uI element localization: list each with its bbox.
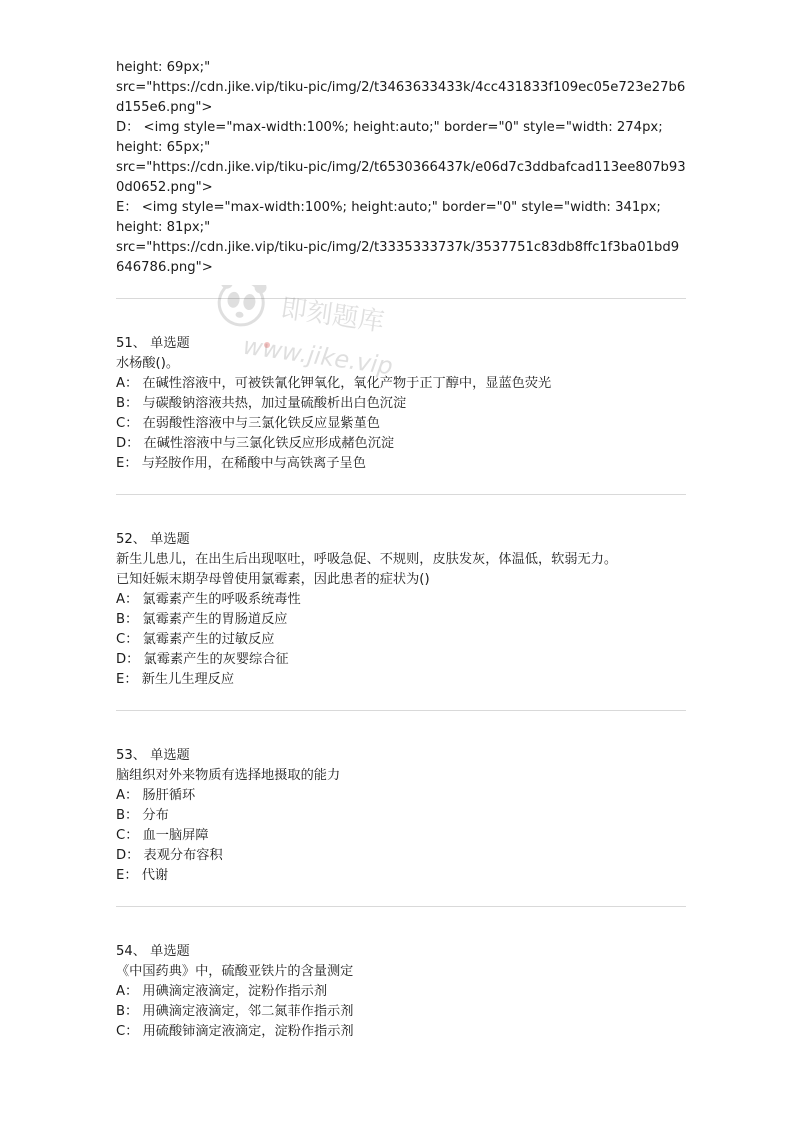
option-e: E： 新生儿生理反应 (116, 672, 235, 687)
question-header: 53、 单选题 (116, 748, 190, 763)
question-header: 51、 单选题 (116, 336, 190, 351)
intro-line: src="https://cdn.jike.vip/tiku-pic/img/2/t3335333737k/3537751c83db8ffc1f3ba01bd9 (116, 240, 680, 255)
watermark-text: 即刻题库 (278, 293, 386, 338)
option-d: D： 表观分布容积 (116, 848, 223, 863)
intro-line: d155e6.png"> (116, 100, 213, 115)
question-header: 54、 单选题 (116, 944, 190, 959)
intro-line: 646786.png"> (116, 260, 213, 275)
option-c: C： 在弱酸性溶液中与三氯化铁反应显紫堇色 (116, 416, 380, 431)
option-b: B： 氯霉素产生的胃肠道反应 (116, 612, 288, 627)
intro-line: D： <img style="max-width:100%; height:auto;" border="0" style="width: 274px; (116, 120, 663, 135)
option-e: E： 与羟胺作用，在稀酸中与高铁离子呈色 (116, 456, 366, 471)
option-a: A： 在碱性溶液中，可被铁氰化钾氧化，氧化产物于正丁醇中，显蓝色荧光 (116, 376, 552, 391)
option-a: A： 肠肝循环 (116, 788, 196, 803)
divider (116, 906, 686, 907)
option-c: C： 血一脑屏障 (116, 828, 209, 843)
document-page (116, 58, 686, 1042)
question-53 (116, 746, 686, 886)
question-51 (116, 331, 686, 474)
question-stem: 已知妊娠末期孕母曾使用氯霉素，因此患者的症状为() (116, 572, 430, 587)
option-a: A： 用碘滴定液滴定，淀粉作指示剂 (116, 984, 328, 999)
intro-line: height: 81px;" (116, 220, 211, 235)
question-stem: 《中国药典》中，硫酸亚铁片的含量测定 (116, 964, 354, 979)
option-b: B： 分布 (116, 808, 169, 823)
intro-line: src="https://cdn.jike.vip/tiku-pic/img/2/t3463633433k/4cc431833f109ec05e723e27b6 (116, 80, 686, 95)
option-c: C： 用硫酸铈滴定液滴定，淀粉作指示剂 (116, 1024, 354, 1039)
option-b: B： 用碘滴定液滴定，邻二氮菲作指示剂 (116, 1004, 354, 1019)
watermark-url: www.jike.vip (241, 331, 395, 381)
intro-line: height: 69px;" (116, 60, 211, 75)
intro-line: 0d0652.png"> (116, 180, 213, 195)
divider (116, 298, 686, 299)
intro-line: height: 65px;" (116, 140, 211, 155)
intro-line: src="https://cdn.jike.vip/tiku-pic/img/2/t6530366437k/e06d7c3ddbafcad113ee807b93 (116, 160, 686, 175)
option-b: B： 与碳酸钠溶液共热，加过量硫酸析出白色沉淀 (116, 396, 407, 411)
divider (116, 494, 686, 495)
intro-line: E： <img style="max-width:100%; height:auto;" border="0" style="width: 341px; (116, 200, 661, 215)
intro-block (116, 58, 686, 278)
divider (116, 710, 686, 711)
question-52 (116, 530, 686, 690)
question-54 (116, 942, 686, 1042)
question-stem: 脑组织对外来物质有选择地摄取的能力 (116, 768, 341, 783)
question-stem: 新生儿患儿，在出生后出现呕吐，呼吸急促、不规则，皮肤发灰，体温低，软弱无力。 (116, 552, 618, 567)
option-d: D： 在碱性溶液中与三氯化铁反应形成赭色沉淀 (116, 436, 395, 451)
option-e: E： 代谢 (116, 868, 169, 883)
question-stem: 水杨酸()。 (116, 356, 180, 371)
question-header: 52、 单选题 (116, 532, 190, 547)
option-a: A： 氯霉素产生的呼吸系统毒性 (116, 592, 301, 607)
option-c: C： 氯霉素产生的过敏反应 (116, 632, 275, 647)
option-d: D： 氯霉素产生的灰婴综合征 (116, 652, 289, 667)
